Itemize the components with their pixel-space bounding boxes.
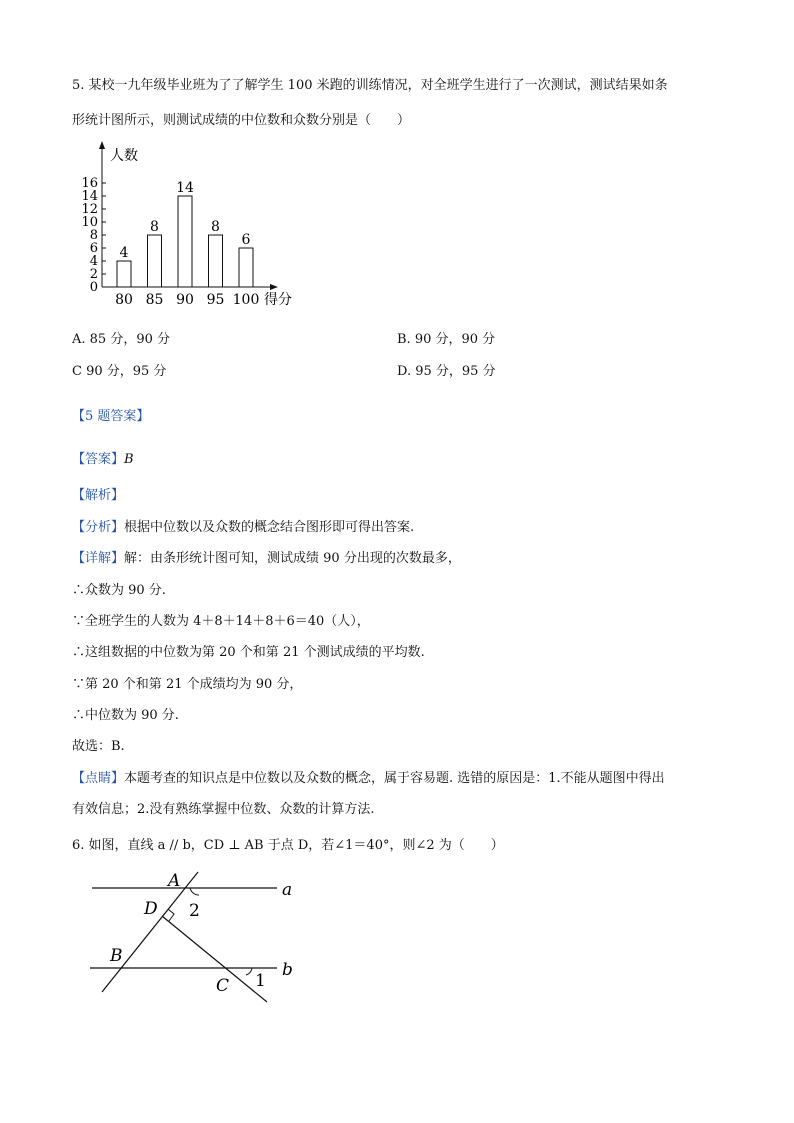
option-b: B. 90 分，90 分 [397,332,496,347]
option-a: A. 85 分，90 分 [72,332,171,347]
y-tick-label: 10 [81,215,98,230]
choice-line: 故选：B. [72,739,125,754]
analysis-tag: 【解析】 [72,488,125,503]
geometry-figure [80,862,310,1012]
label-C: C [216,976,230,996]
angle-1-arc [246,968,252,975]
xiangjie-text: 解：由条形统计图可知，测试成绩 90 分出现的次数最多， [124,551,461,566]
fenxi-tag: 【分析】 [72,520,125,535]
right-angle-mark [168,909,174,921]
x-tick-label: 100 [232,292,260,308]
bar [148,235,162,287]
step-1: ∴众数为 90 分. [72,583,166,598]
y-tick-label: 8 [89,228,98,243]
y-tick-label: 12 [81,202,98,217]
step-4: ∵第 20 个和第 21 个成绩均为 90 分， [72,677,303,692]
y-tick-label: 4 [89,254,98,269]
dianjing-tag: 【点睛】 [72,771,125,786]
y-axis-arrow [99,141,105,149]
bar [178,196,192,287]
label-b: b [282,960,293,980]
q5-line-1: 5. 某校一九年级毕业班为了了解学生 100 米跑的训练情况，对全班学生进行了一次测试，测试结果如条 [72,78,668,93]
dianjing-line-1 [72,767,665,786]
label-A: A [168,871,181,891]
option-c: C 90 分，95 分 [72,364,167,379]
label-D: D [144,899,158,919]
answer-section-title: 【5 题答案】 [72,409,150,424]
bar-value-label: 6 [241,232,251,248]
bar [239,248,253,287]
fenxi-line [72,516,414,535]
x-tick-label: 95 [206,292,225,308]
option-d: D. 95 分，95 分 [397,364,496,379]
line-cd [162,916,267,1002]
answer-line [72,448,134,467]
x-tick-label: 90 [176,292,194,308]
y-tick-label: 0 [89,280,98,295]
label-1: 1 [255,971,266,991]
bar-value-label: 14 [176,180,194,196]
label-a: a [282,880,293,900]
y-tick-label: 14 [81,189,98,204]
q6-line-1: 6. 如图，直线 a // b，CD ⊥ AB 于点 D，若∠1＝40°，则∠2 为（ ） [72,838,504,853]
bar-value-label: 4 [119,245,129,261]
dianjing-line-2: 有效信息；2.没有熟练掌握中位数、众数的计算方法. [72,802,375,817]
bar-value-label: 8 [150,219,159,235]
step-5: ∴中位数为 90 分. [72,708,179,723]
dianjing-text-1: 本题考查的知识点是中位数以及众数的概念，属于容易题. 选错的原因是：1.不能从题图中得出 [124,771,665,786]
label-B: B [110,946,123,966]
bar-value-label: 8 [211,219,220,235]
x-axis-arrow [270,284,278,290]
line-ab [102,872,198,992]
bar [117,261,131,287]
q5-line-2: 形统计图所示，则测试成绩的中位数和众数分别是（ ） [72,113,411,128]
answer-tag: 【答案】 [72,452,125,467]
xiangjie-tag: 【详解】 [72,551,125,566]
y-axis-label: 人数 [110,148,138,164]
angle-2-arc [190,888,199,895]
fenxi-text: 根据中位数以及众数的概念结合图形即可得出答案. [124,520,415,535]
answer-value: B [124,452,134,467]
y-tick-label: 6 [89,241,98,256]
y-tick-label: 16 [81,176,98,191]
x-tick-label: 80 [115,292,133,308]
xiangjie-line [72,547,461,566]
bar [209,235,223,287]
y-tick-label: 2 [89,267,98,282]
label-2: 2 [189,901,200,921]
step-3: ∴这组数据的中位数为第 20 个和第 21 个测试成绩的平均数. [72,645,425,660]
step-2: ∵全班学生的人数为 4＋8＋14＋8＋6＝40（人）， [72,614,370,629]
x-axis-label: 得分 [264,292,292,308]
x-tick-label: 85 [145,292,164,308]
bar-chart [72,140,312,310]
